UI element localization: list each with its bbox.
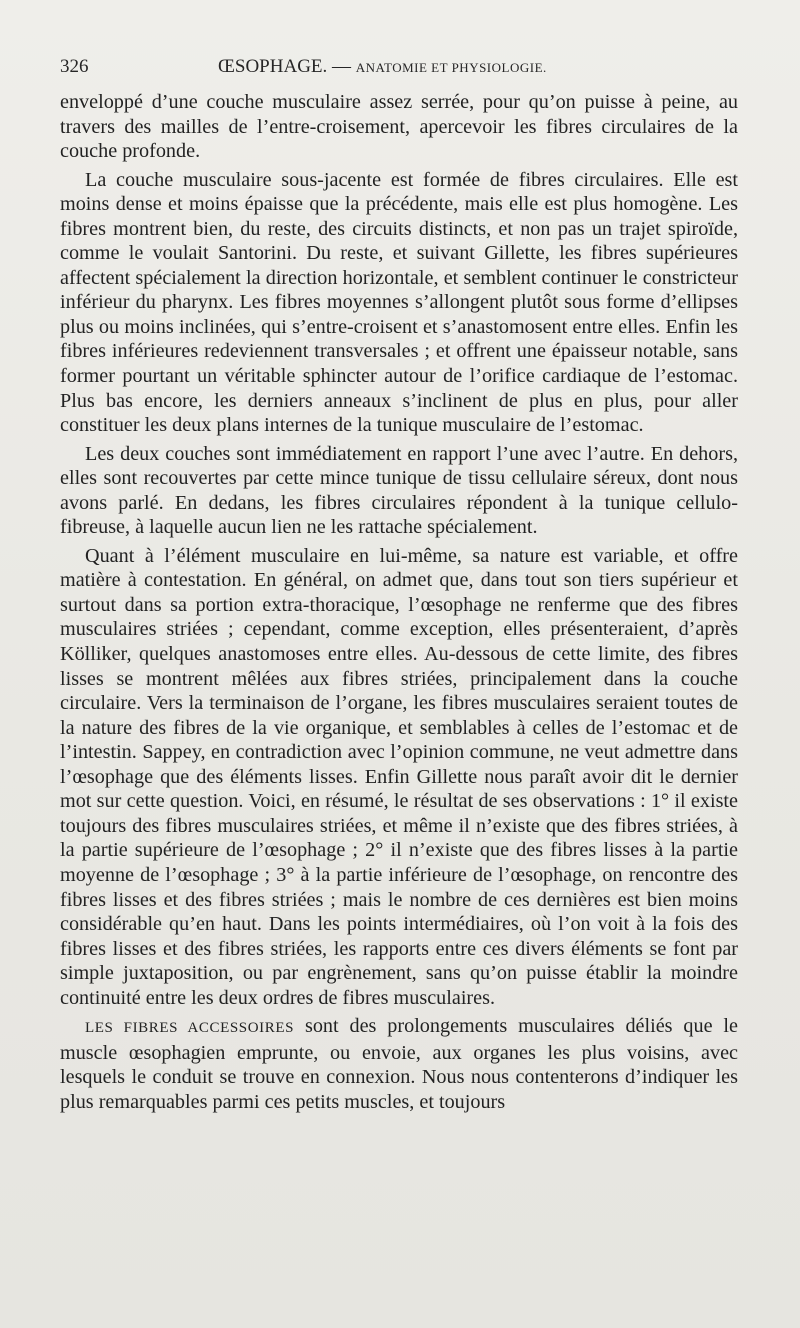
paragraph-2: La couche musculaire sous-jacente est formée de fibres circulaires. Elle est moins dense et moins épaisse que la précédente, mais elle est plus homogène. Les fibres montrent bien, du reste, des circuits distincts, et non pas un trajet spiroïde, comme le voulait Santorini. Du reste, et suivant Gillette, les fibres supérieures affectent spécialement la direction horizontale, et semblent continuer le constricteur inférieur du pharynx. Les fibres moyennes s’allongent plutôt sous forme d’ellipses plus ou moins inclinées, qui s’entre-croisent et s’anastomosent entre elles. Enfin les fibres inférieures redeviennent transversales ; et offrent une épaisseur notable, sans former pourtant un véritable sphincter autour de l’orifice cardiaque de l’estomac. Plus bas encore, les derniers anneaux s’inclinent de plus en plus, pour aller constituer les deux plans internes de la tunique musculaire de l’estomac. [60, 168, 738, 437]
page-number: 326 [60, 56, 89, 77]
paragraph-4: Quant à l’élément musculaire en lui-même, sa nature est variable, et offre matière à contestation. En général, on admet que, dans tout son tiers supérieur et surtout dans sa portion extra-thoracique, l’œsophage ne renferme que des fibres musculaires striées ; cependant, comme exception, elles présenteraient, d’après Kölliker, quelques anastomoses entre elles. Au-dessous de cette limite, des fibres lisses se montrent mêlées aux fibres striées, principalement dans la couche circulaire. Vers la terminaison de l’organe, les fibres musculaires seraient toutes de la nature des fibres de la vie organique, et semblables à celles de l’estomac et de l’intestin. Sappey, en contradiction avec l’opinion commune, ne veut admettre dans l’œsophage que des éléments lisses. Enfin Gillette nous paraît avoir dit le dernier mot sur cette question. Voici, en résumé, le résultat de ses observations : 1° il existe toujours des fibres musculaires striées, et même il n’existe que des fibres striées, à la partie supérieure de l’œsophage ; 2° il n’existe que des fibres lisses à la partie moyenne de l’œsophage ; 3° à la partie inférieure de l’œsophage, on rencontre des fibres lisses et des fibres striées ; mais le nombre de ces dernières est bien moins considérable qu’en haut. Dans les points intermédiaires, où l’on voit à la fois des fibres lisses et des fibres striées, les rapports entre ces divers éléments se font par simple juxtaposition, ou par engrènement, sans qu’on puisse établir la moindre continuité entre les deux ordres de fibres musculaires. [60, 544, 738, 1009]
running-head-title: ŒSOPHAGE. [218, 56, 328, 77]
paragraph-1: enveloppé d’une couche musculaire assez serrée, pour qu’on puisse à peine, au travers des mailles de l’entre-croisement, apercevoir les fibres circulaires de la couche profonde. [60, 91, 738, 163]
body-text [60, 90, 738, 1118]
small-caps-term: LES FIBRES ACCESSOIRES [85, 1020, 295, 1037]
running-head [218, 56, 547, 78]
paragraph-5-text: sont des prolongements musculaires déliés que le muscle œsophagien emprunte, ou envoie, aux organes les plus voisins, avec lesquels le conduit se trouve en connexion. Nous nous contenterons d’indiquer les plus remarquables parmi ces petits muscles, et toujours [60, 1015, 739, 1113]
running-head-subtitle: ANATOMIE ET PHYSIOLOGIE. [355, 60, 547, 75]
paragraph-5 [60, 1014, 738, 1114]
paragraph-3: Les deux couches sont immédiatement en rapport l’une avec l’autre. En dehors, elles sont recouvertes par cette mince tunique de tissu cellulaire séreux, dont nous avons parlé. En dedans, les fibres circulaires répondent à la tunique cellulo-fibreuse, à laquelle aucun lien ne les rattache spécialement. [60, 442, 738, 539]
running-head-separator: — [327, 56, 356, 77]
page-header [60, 52, 740, 86]
